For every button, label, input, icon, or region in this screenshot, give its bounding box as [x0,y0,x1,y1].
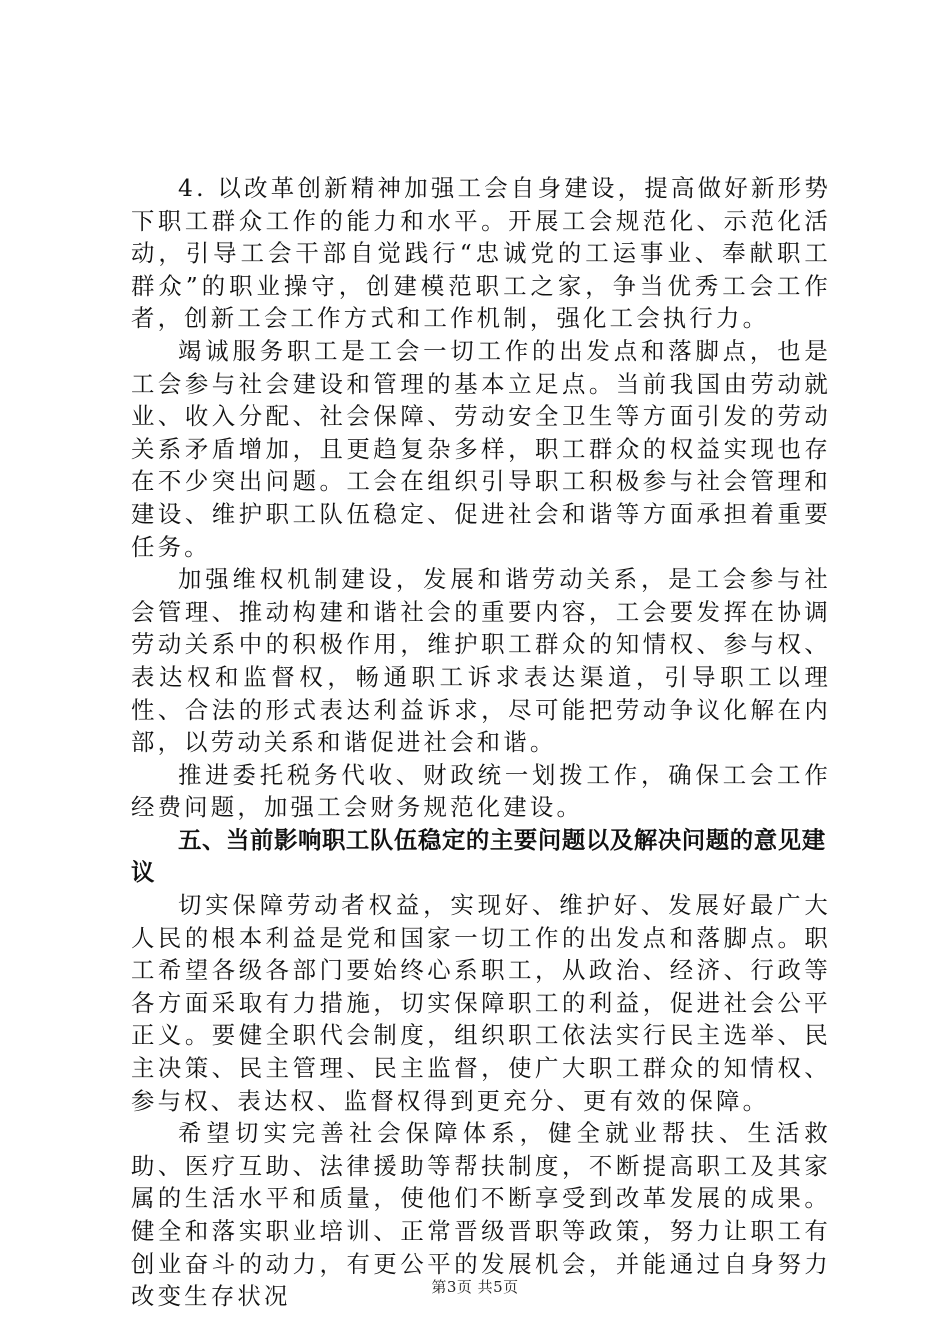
page-total: 共5页 [477,1278,519,1296]
document-body [131,172,831,1313]
paragraph-social-security: 希望切实完善社会保障体系，健全就业帮扶、生活救助、医疗互助、法律援助等帮扶制度，不断提高职工及其家属的生活水平和质量，使他们不断享受到改革发展的成果。健全和落实职业培训、正常晋级晋职等政策，努力让职工有创业奋斗的动力，有更公平的发展机会，并能通过自身努力改变生存状况 [131,1119,831,1311]
paragraph-rights-mechanism: 加强维权机制建设，发展和谐劳动关系，是工会参与社会管理、推动构建和谐社会的重要内容，工会要发挥在协调劳动关系中的积极作用，维护职工群众的知情权、参与权、表达权和监督权，畅通职工诉求表达渠道，引导职工以理性、合法的形式表达利益诉求，尽可能把劳动争议化解在内部，以劳动关系和谐促进社会和谐。 [131,565,831,757]
page-footer [0,1276,950,1297]
paragraph-funding: 推进委托税务代收、财政统一划拨工作，确保工会工作经费问题，加强工会财务规范化建设。 [131,760,831,822]
paragraph-union-self-building: 4. 以改革创新精神加强工会自身建设，提高做好新形势下职工群众工作的能力和水平。开展工会规范化、示范化活动，引导工会干部自觉践行“忠诚党的工运事业、奉献职工群众”的职业操守，创建模范职工之家，争当优秀工会工作者，创新工会工作方式和工作机制，强化工会执行力。 [131,174,831,333]
page-number: 第3页 [431,1278,473,1296]
section-heading: 五、当前影响职工队伍稳定的主要问题以及解决问题的意见建议 [131,825,826,887]
paragraph-serve-workers: 竭诚服务职工是工会一切工作的出发点和落脚点，也是工会参与社会建设和管理的基本立足点。当前我国由劳动就业、收入分配、社会保障、劳动安全卫生等方面引发的劳动关系矛盾增加，且更趋复杂多样，职工群众的权益实现也存在不少突出问题。工会在组织引导职工积极参与社会管理和建设、维护职工队伍稳定、促进社会和谐等方面承担着重要任务。 [131,336,831,561]
paragraph-protect-rights: 切实保障劳动者权益，实现好、维护好、发展好最广大人民的根本利益是党和国家一切工作的出发点和落脚点。职工希望各级各部门要始终心系职工，从政治、经济、行政等各方面采取有力措施，切实保障职工的利益，促进社会公平正义。要健全职代会制度，组织职工依法实行民主选举、民主决策、民主管理、民主监督，使广大职工群众的知情权、参与权、表达权、监督权得到更充分、更有效的保障。 [131,891,831,1115]
